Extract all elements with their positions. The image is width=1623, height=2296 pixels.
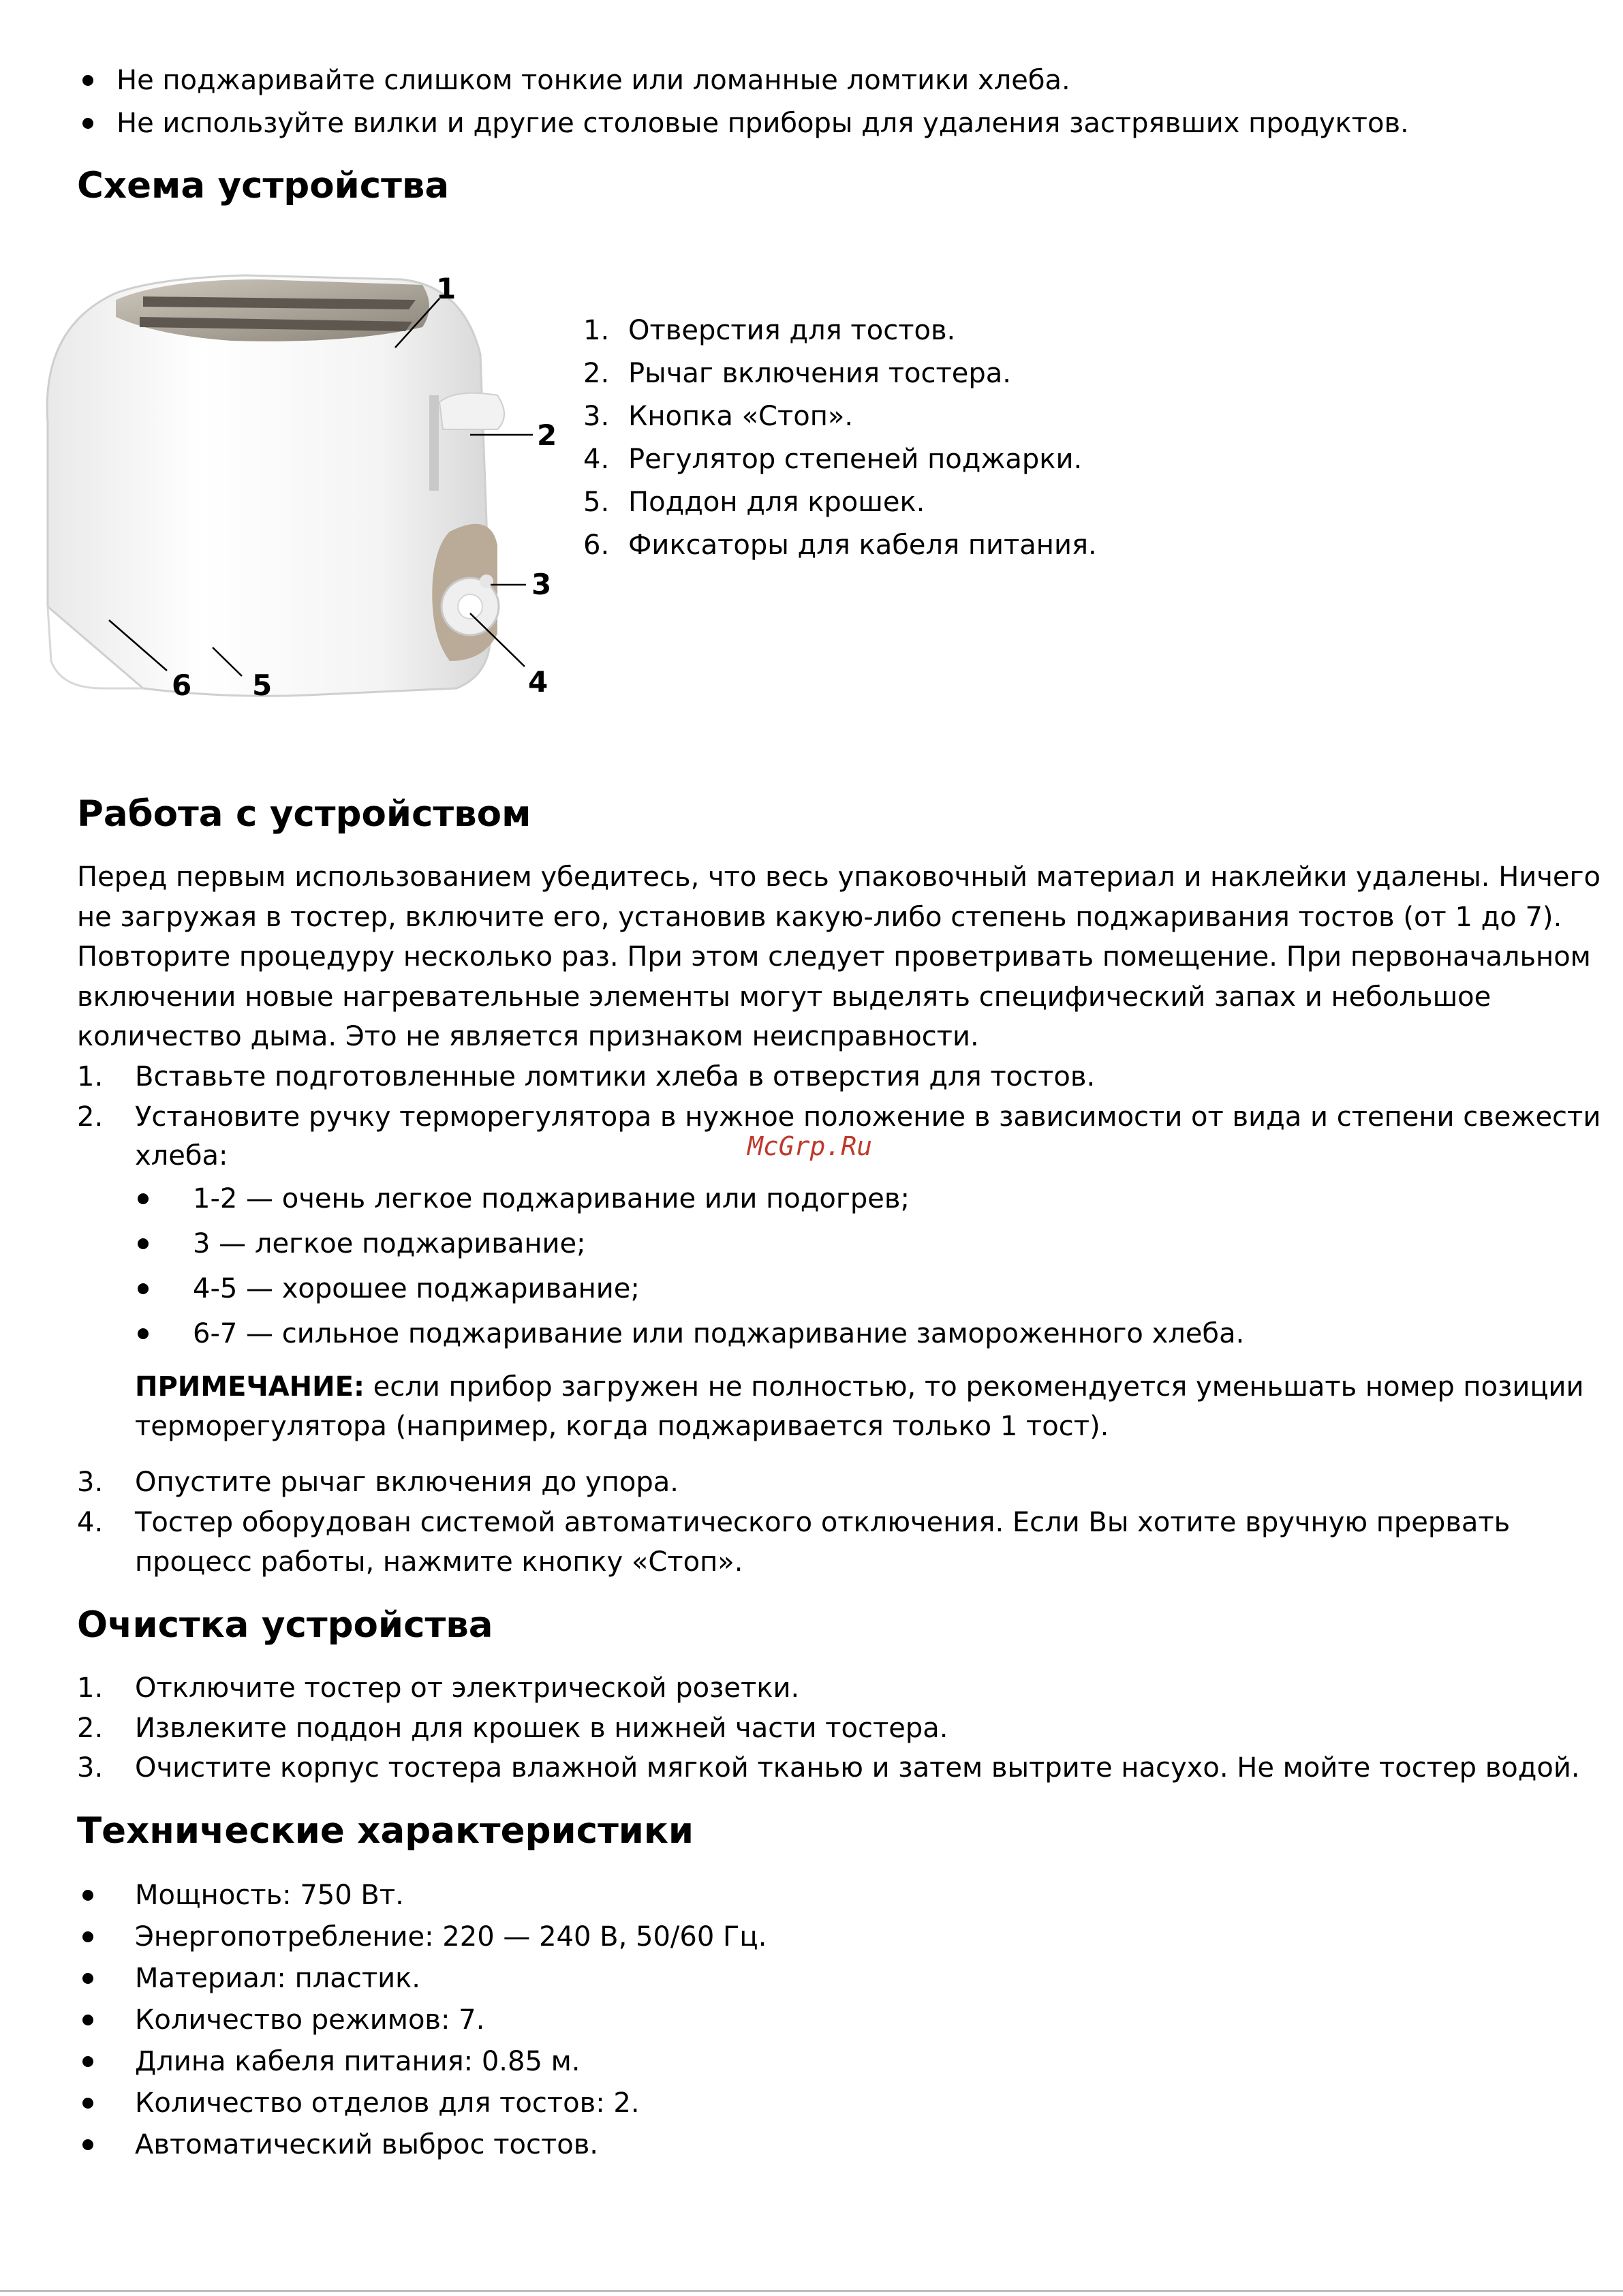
callout-6: 6 [172, 669, 192, 702]
part-item: Фиксаторы для кабеля питания. [628, 530, 1097, 561]
spec-item: Количество режимов: 7. [135, 2004, 485, 2036]
intro-line: количество дыма. Это не является признаком неисправности. [77, 1021, 979, 1052]
bullet-dot [82, 75, 93, 86]
scheme-title: Схема устройства [77, 165, 450, 206]
callout-1: 1 [436, 272, 457, 305]
operation-step-3: Опустите рычаг включения до упора. [135, 1467, 679, 1498]
operation-step-4-cont: процесс работы, нажмите кнопку «Стоп». [135, 1546, 743, 1578]
bullet-dot [82, 2056, 93, 2067]
step-number: 4. [77, 1507, 104, 1538]
spec-item: Мощность: 750 Вт. [135, 1880, 404, 1911]
part-item: Регулятор степеней поджарки. [628, 444, 1083, 475]
watermark: McGrp.Ru [747, 1131, 873, 1161]
step-number: 2. [77, 1713, 104, 1744]
spec-item: Материал: пластик. [135, 1963, 420, 1994]
bullet-dot [138, 1238, 149, 1249]
toaster-diagram [20, 252, 579, 722]
note [135, 1367, 1584, 1407]
step-number: 1. [77, 1061, 104, 1092]
bullet-dot [138, 1193, 149, 1204]
toast-level: 3 — легкое поджаривание; [193, 1228, 586, 1259]
part-item: Кнопка «Стоп». [628, 401, 854, 432]
callout-5: 5 [252, 669, 273, 702]
callout-3: 3 [531, 568, 552, 601]
intro-bullet-2: Не используйте вилки и другие столовые приборы для удаления застрявших продуктов. [117, 108, 1409, 139]
intro-bullet-1: Не поджаривайте слишком тонкие или ломанные ломтики хлеба. [117, 65, 1070, 96]
intro-line: Перед первым использованием убедитесь, что весь упаковочный материал и наклейки удалены. Ничего [77, 861, 1601, 893]
bullet-dot [82, 2015, 93, 2025]
cleaning-step: Отключите тостер от электрической розетки. [135, 1672, 800, 1704]
part-item: Рычаг включения тостера. [628, 358, 1012, 389]
part-number: 2. [583, 358, 610, 389]
specs-title: Технические характеристики [77, 1810, 694, 1852]
spec-item: Длина кабеля питания: 0.85 м. [135, 2046, 581, 2077]
note-label: ПРИМЕЧАНИЕ: [135, 1371, 365, 1403]
operation-step-1: Вставьте подготовленные ломтики хлеба в отверстия для тостов. [135, 1061, 1096, 1092]
part-number: 1. [583, 315, 610, 346]
bullet-dot [82, 2139, 93, 2150]
part-item: Отверстия для тостов. [628, 315, 956, 346]
bullet-dot [138, 1328, 149, 1339]
bullet-dot [138, 1283, 149, 1294]
step-number: 1. [77, 1672, 104, 1704]
note-text: если прибор загружен не полностью, то рекомендуется уменьшать номер позиции [364, 1371, 1584, 1403]
operation-step-4: Тостер оборудован системой автоматического отключения. Если Вы хотите вручную прервать [135, 1507, 1511, 1538]
operation-title: Работа с устройством [77, 793, 531, 835]
step-number: 3. [77, 1467, 104, 1498]
bullet-dot [82, 1973, 93, 1984]
bullet-dot [82, 1931, 93, 1942]
part-number: 6. [583, 530, 610, 561]
control-panel [432, 524, 499, 661]
bullet-dot [82, 1890, 93, 1901]
step-number: 2. [77, 1101, 104, 1133]
part-item: Поддон для крошек. [628, 487, 925, 518]
spec-item: Количество отделов для тостов: 2. [135, 2087, 640, 2119]
toast-level: 6-7 — сильное поджаривание или поджаривание замороженного хлеба. [193, 1318, 1245, 1349]
toast-level: 1-2 — очень легкое поджаривание или подогрев; [193, 1183, 910, 1214]
intro-line: Повторите процедуру несколько раз. При этом следует проветривать помещение. При первоначальном [77, 941, 1591, 973]
spec-item: Энергопотребление: 220 — 240 В, 50/60 Гц. [135, 1921, 767, 1953]
callout-4: 4 [528, 665, 548, 699]
spec-item: Автоматический выброс тостов. [135, 2129, 599, 2160]
cleaning-step: Извлеките поддон для крошек в нижней части тостера. [135, 1713, 948, 1744]
operation-step-2: Установите ручку терморегулятора в нужное положение в зависимости от вида и степени свежести [135, 1101, 1601, 1133]
note-cont: терморегулятора (например, когда поджаривается только 1 тост). [135, 1411, 1109, 1442]
bullet-dot [82, 118, 93, 129]
part-number: 5. [583, 487, 610, 518]
intro-line: не загружая в тостер, включите его, установив какую-либо степень поджаривания тостов (от 1 до 7). [77, 901, 1562, 933]
bullet-dot [82, 2098, 93, 2109]
intro-line: включении новые нагревательные элементы могут выделять специфический запах и небольшое [77, 981, 1491, 1013]
toast-level: 4-5 — хорошее поджаривание; [193, 1273, 640, 1304]
operation-step-2-cont: хлеба: [135, 1140, 228, 1172]
callout-2: 2 [537, 418, 557, 452]
cleaning-step: Очистите корпус тостера влажной мягкой тканью и затем вытрите насухо. Не мойте тостер водой. [135, 1752, 1580, 1784]
cleaning-title: Очистка устройства [77, 1604, 493, 1646]
operation-intro [77, 857, 1601, 1057]
step-number: 3. [77, 1752, 104, 1784]
part-number: 4. [583, 444, 610, 475]
page-bottom-rule [0, 2290, 1623, 2292]
part-number: 3. [583, 401, 610, 432]
